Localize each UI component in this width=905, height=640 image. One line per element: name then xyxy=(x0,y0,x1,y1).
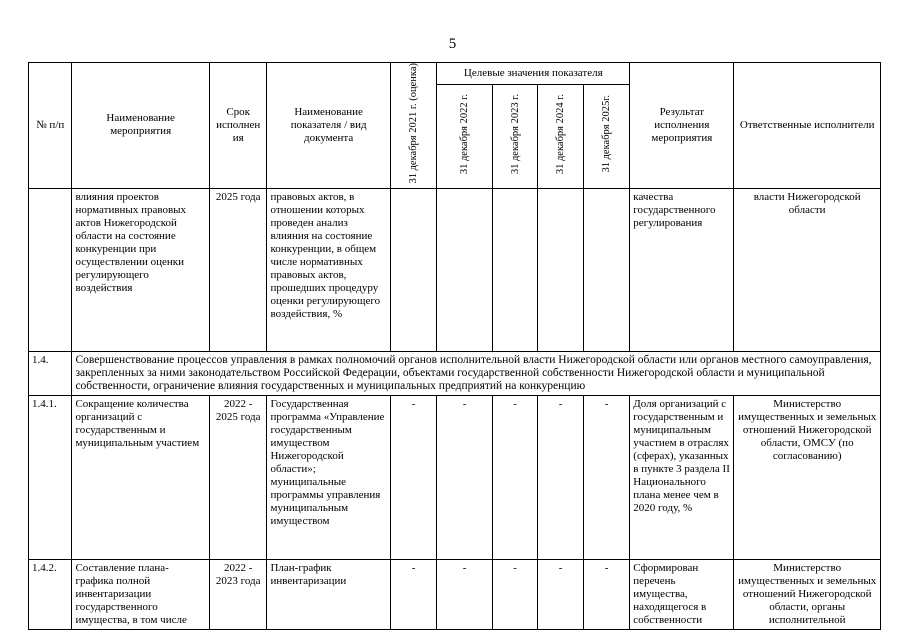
cell-2024: - xyxy=(538,395,583,559)
header-2023-label: 31 декабря 2023 г. xyxy=(509,94,521,175)
cell-term: 2022 - 2025 года xyxy=(209,395,267,559)
header-2022-label: 31 декабря 2022 г. xyxy=(459,94,471,175)
measures-table xyxy=(28,62,881,630)
header-result: Результат исполнения мероприятия xyxy=(630,63,734,189)
cell-2022: - xyxy=(437,559,493,629)
cell-2021: - xyxy=(390,559,436,629)
header-2021 xyxy=(390,63,436,189)
table-row xyxy=(29,395,881,559)
cell-2025: - xyxy=(583,559,630,629)
cell-responsible: власти Нижегородской области xyxy=(734,188,881,351)
cell-responsible: Министерство имущественных и земельных отношений Нижегородской области, ОМСУ (по согласованию) xyxy=(734,395,881,559)
cell-2023 xyxy=(492,188,537,351)
header-2024-label: 31 декабря 2024 г. xyxy=(555,94,567,175)
cell-num: 1.4.1. xyxy=(29,395,72,559)
header-indicator: Наименование показателя / вид документа xyxy=(267,63,390,189)
cell-2022 xyxy=(437,188,493,351)
cell-num: 1.4.2. xyxy=(29,559,72,629)
cell-name: Сокращение количества организаций с государственным и муниципальным участием xyxy=(72,395,209,559)
header-2025 xyxy=(583,84,630,188)
section-row xyxy=(29,351,881,395)
cell-result: Доля организаций с государственным и муниципальным участием в отраслях (сферах), указанных в пункте 3 раздела II Национального плана менее чем в 2020 году, % xyxy=(630,395,734,559)
header-2021-label: 31 декабря 2021 г. (оценка) xyxy=(408,63,420,184)
cell-2023: - xyxy=(492,395,537,559)
cell-num xyxy=(29,188,72,351)
cell-2025 xyxy=(583,188,630,351)
cell-result: Сформирован перечень имущества, находящегося в собственности xyxy=(630,559,734,629)
table-row xyxy=(29,188,881,351)
page-number: 5 xyxy=(448,36,457,52)
header-2023 xyxy=(492,84,537,188)
cell-2024 xyxy=(538,188,583,351)
cell-responsible: Министерство имущественных и земельных отношений Нижегородской области, органы исполнительной xyxy=(734,559,881,629)
header-name: Наименование мероприятия xyxy=(72,63,209,189)
header-num: № п/п xyxy=(29,63,72,189)
cell-name: влияния проектов нормативных правовых актов Нижегородской области на состояние конкуренции при осуществлении оценки регулирующего воздействия xyxy=(72,188,209,351)
section-title: Совершенствование процессов управления в рамках полномочий органов исполнительной власти Нижегородской области или органов местного самоуправления, закрепленных за ними законодательством Российской Федерации, объектами государственной собственности Нижегородской области и муниципальной собственности, ограничение влияния государственных и муниципальных предприятий на конкуренцию xyxy=(72,351,881,395)
header-2024 xyxy=(538,84,583,188)
header-2022 xyxy=(437,84,493,188)
cell-term: 2022 - 2023 года xyxy=(209,559,267,629)
table-row xyxy=(29,559,881,629)
cell-2025: - xyxy=(583,395,630,559)
cell-indicator: План-график инвентаризации xyxy=(267,559,390,629)
header-targets-group: Целевые значения показателя xyxy=(437,63,630,85)
cell-result: качества государственного регулирования xyxy=(630,188,734,351)
section-num: 1.4. xyxy=(29,351,72,395)
cell-2023: - xyxy=(492,559,537,629)
header-term: Срок исполнен ия xyxy=(209,63,267,189)
cell-2024: - xyxy=(538,559,583,629)
cell-2022: - xyxy=(437,395,493,559)
cell-indicator: Государственная программа «Управление государственным имуществом Нижегородской области»; муниципальные программы управления муниципальным имуществом xyxy=(267,395,390,559)
header-2025-label: 31 декабря 2025г. xyxy=(601,95,613,173)
cell-term: 2025 года xyxy=(209,188,267,351)
cell-name: Составление плана-графика полной инвентаризации государственного имущества, в том числе xyxy=(72,559,209,629)
cell-2021: - xyxy=(390,395,436,559)
cell-2021 xyxy=(390,188,436,351)
header-responsible: Ответственные исполнители xyxy=(734,63,881,189)
cell-indicator: правовых актов, в отношении которых проведен анализ влияния на состояние конкуренции, в общем числе нормативных правовых актов, прошедших процедуру оценки регулирующего воздействия, % xyxy=(267,188,390,351)
